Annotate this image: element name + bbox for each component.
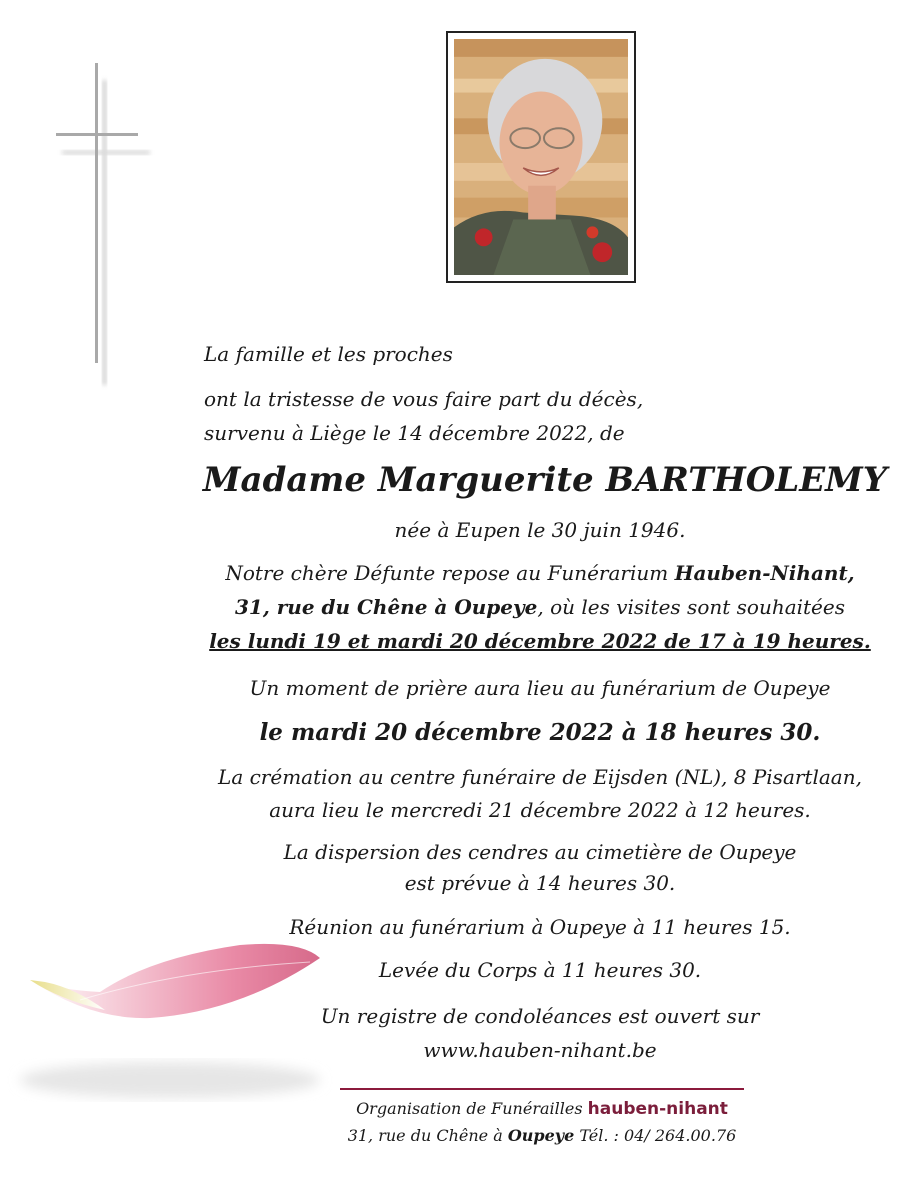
dispersion-line-2: est prévue à 14 heures 30. — [404, 871, 676, 895]
funeral-home-name: Hauben-Nihant, — [674, 561, 855, 585]
portrait-photo — [446, 31, 636, 283]
cremation-line-1: La crémation au centre funéraire de Eijsden (NL), 8 Pisartlaan, — [218, 765, 862, 789]
intro-line-3: survenu à Liège le 14 décembre 2022, de — [204, 421, 625, 445]
visit-times-text: les lundi 19 et mardi 20 décembre 2022 de 17 à 19 heures. — [209, 629, 871, 653]
footer-addr-suffix: Tél. : 04/ 264.00.76 — [574, 1126, 737, 1145]
footer-org-line — [340, 1099, 744, 1119]
prayer-line-1: Un moment de prière aura lieu au funérarium de Oupeye — [249, 676, 831, 700]
rest-line-2-suffix: , où les visites sont souhaitées — [537, 595, 845, 619]
footer-divider — [340, 1088, 744, 1090]
register-line-1: Un registre de condoléances est ouvert sur — [320, 1004, 760, 1028]
birth-info: née à Eupen le 30 juin 1946. — [394, 518, 686, 542]
brand-logo: hauben-nihant — [587, 1099, 728, 1119]
funeral-home-address: 31, rue du Chêne à Oupeye — [234, 595, 538, 619]
cross-icon — [50, 55, 160, 395]
dispersion-line-1: La dispersion des cendres au cimetière de Oupeye — [283, 840, 797, 864]
footer-org-prefix: Organisation de Funérailles — [356, 1099, 588, 1118]
rest-line-1 — [200, 561, 880, 585]
reunion-info: Réunion au funérarium à Oupeye à 11 heures 15. — [289, 915, 791, 939]
footer-addr-town: Oupeye — [507, 1126, 575, 1145]
deceased-name: Madame Marguerite BARTHOLEMY — [202, 460, 888, 500]
rest-line-1-prefix: Notre chère Défunte repose au Funérarium — [225, 561, 675, 585]
register-url[interactable]: www.hauben-nihant.be — [423, 1038, 657, 1062]
cremation-line-2: aura lieu le mercredi 21 décembre 2022 à 12 heures. — [269, 798, 811, 822]
visit-times — [200, 629, 880, 653]
prayer-when: le mardi 20 décembre 2022 à 18 heures 30. — [259, 719, 821, 746]
footer-addr-prefix: 31, rue du Chêne à — [347, 1126, 508, 1145]
intro-line-1: La famille et les proches — [204, 342, 453, 366]
levee-info: Levée du Corps à 11 heures 30. — [378, 958, 702, 982]
rest-line-2 — [200, 595, 880, 619]
footer-address-line — [340, 1126, 744, 1145]
intro-line-2: ont la tristesse de vous faire part du décès, — [204, 387, 644, 411]
